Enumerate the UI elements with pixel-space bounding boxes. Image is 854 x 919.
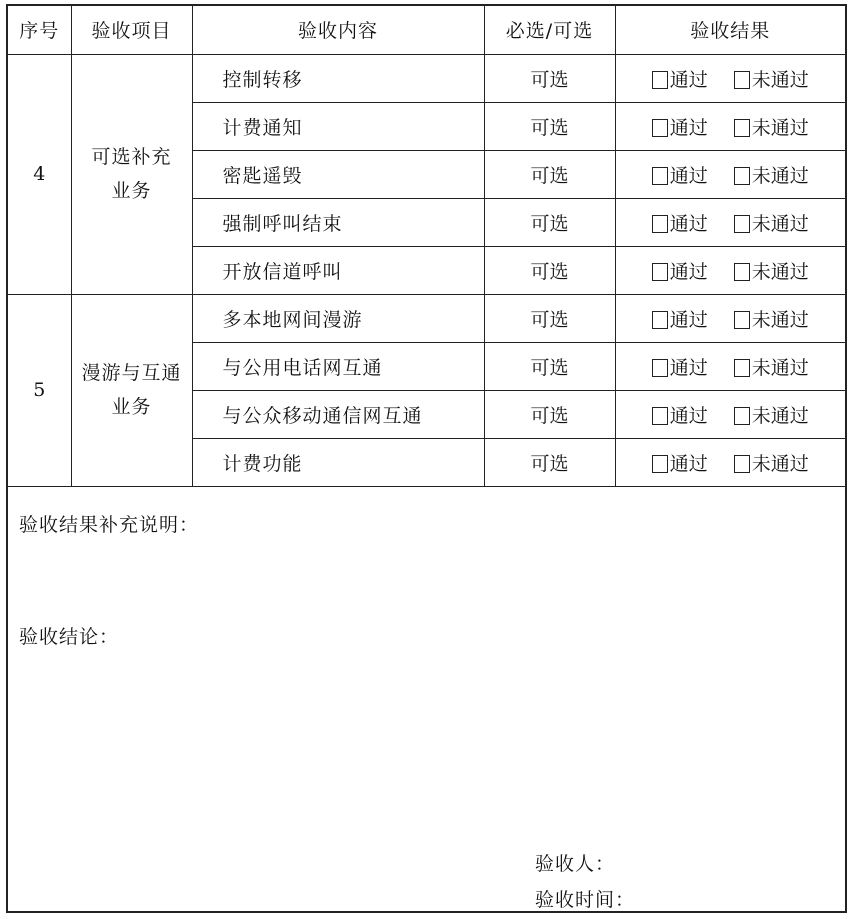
fail-option[interactable]	[734, 209, 809, 236]
pass-label: 通过	[669, 164, 708, 187]
seq-cell: 5	[8, 294, 71, 486]
pass-option[interactable]	[652, 113, 708, 140]
pass-checkbox[interactable]	[652, 455, 668, 473]
content-cell: 强制呼叫结束	[192, 198, 484, 246]
fail-option[interactable]	[734, 65, 809, 92]
header-result: 验收结果	[615, 6, 845, 54]
fail-option[interactable]	[734, 305, 809, 332]
seq-cell: 4	[8, 54, 71, 294]
inspection-time-label: 验收时间：	[535, 889, 636, 911]
fail-label: 未通过	[751, 308, 809, 331]
required-cell: 可选	[484, 438, 615, 486]
pass-checkbox[interactable]	[652, 311, 668, 329]
fail-label: 未通过	[751, 452, 809, 475]
pass-checkbox[interactable]	[652, 359, 668, 377]
required-cell: 可选	[484, 198, 615, 246]
content-cell: 控制转移	[192, 54, 484, 102]
fail-option[interactable]	[734, 449, 809, 476]
fail-option[interactable]	[734, 161, 809, 188]
result-cell	[615, 294, 845, 342]
pass-label: 通过	[669, 116, 708, 139]
inspector-label: 验收人：	[535, 853, 616, 875]
item-line: 业务	[111, 396, 152, 418]
acceptance-table	[8, 6, 845, 487]
notes-section	[8, 492, 845, 911]
content-cell: 与公众移动通信网互通	[192, 390, 484, 438]
supplement-label: 验收结果补充说明：	[19, 514, 200, 536]
pass-checkbox[interactable]	[652, 215, 668, 233]
pass-option[interactable]	[652, 257, 708, 284]
fail-label: 未通过	[751, 404, 809, 427]
result-cell	[615, 54, 845, 102]
conclusion-label: 验收结论：	[19, 626, 120, 648]
fail-label: 未通过	[751, 356, 809, 379]
result-cell	[615, 102, 845, 150]
fail-label: 未通过	[751, 68, 809, 91]
fail-checkbox[interactable]	[734, 263, 750, 281]
fail-checkbox[interactable]	[734, 407, 750, 425]
required-cell: 可选	[484, 342, 615, 390]
fail-option[interactable]	[734, 113, 809, 140]
fail-option[interactable]	[734, 401, 809, 428]
required-cell: 可选	[484, 150, 615, 198]
item-line: 漫游与互通	[81, 362, 182, 384]
table-row	[8, 294, 845, 342]
pass-label: 通过	[669, 404, 708, 427]
fail-checkbox[interactable]	[734, 215, 750, 233]
required-cell: 可选	[484, 54, 615, 102]
pass-option[interactable]	[652, 353, 708, 380]
fail-checkbox[interactable]	[734, 71, 750, 89]
header-required: 必选/可选	[484, 6, 615, 54]
acceptance-form	[6, 4, 847, 913]
header-seq: 序号	[8, 6, 71, 54]
result-cell	[615, 150, 845, 198]
fail-checkbox[interactable]	[734, 167, 750, 185]
item-cell	[71, 294, 192, 486]
required-cell: 可选	[484, 246, 615, 294]
item-cell	[71, 54, 192, 294]
item-line: 可选补充	[91, 146, 172, 168]
pass-checkbox[interactable]	[652, 407, 668, 425]
table-row	[8, 54, 845, 102]
required-cell: 可选	[484, 294, 615, 342]
result-cell	[615, 438, 845, 486]
fail-option[interactable]	[734, 257, 809, 284]
fail-checkbox[interactable]	[734, 311, 750, 329]
pass-label: 通过	[669, 452, 708, 475]
content-cell: 计费功能	[192, 438, 484, 486]
header-content: 验收内容	[192, 6, 484, 54]
content-cell: 开放信道呼叫	[192, 246, 484, 294]
content-cell: 多本地网间漫游	[192, 294, 484, 342]
fail-label: 未通过	[751, 164, 809, 187]
required-cell: 可选	[484, 102, 615, 150]
fail-checkbox[interactable]	[734, 455, 750, 473]
result-cell	[615, 198, 845, 246]
pass-option[interactable]	[652, 401, 708, 428]
fail-label: 未通过	[751, 260, 809, 283]
fail-option[interactable]	[734, 353, 809, 380]
pass-label: 通过	[669, 356, 708, 379]
pass-option[interactable]	[652, 449, 708, 476]
result-cell	[615, 246, 845, 294]
result-cell	[615, 342, 845, 390]
header-item: 验收项目	[71, 6, 192, 54]
pass-checkbox[interactable]	[652, 263, 668, 281]
pass-label: 通过	[669, 68, 708, 91]
pass-label: 通过	[669, 260, 708, 283]
pass-option[interactable]	[652, 209, 708, 236]
required-cell: 可选	[484, 390, 615, 438]
fail-checkbox[interactable]	[734, 119, 750, 137]
pass-option[interactable]	[652, 305, 708, 332]
content-cell: 与公用电话网互通	[192, 342, 484, 390]
pass-checkbox[interactable]	[652, 167, 668, 185]
pass-checkbox[interactable]	[652, 119, 668, 137]
pass-option[interactable]	[652, 65, 708, 92]
fail-label: 未通过	[751, 212, 809, 235]
pass-label: 通过	[669, 212, 708, 235]
fail-checkbox[interactable]	[734, 359, 750, 377]
result-cell	[615, 390, 845, 438]
fail-label: 未通过	[751, 116, 809, 139]
pass-checkbox[interactable]	[652, 71, 668, 89]
content-cell: 密匙遥毁	[192, 150, 484, 198]
pass-label: 通过	[669, 308, 708, 331]
item-line: 业务	[111, 180, 152, 202]
pass-option[interactable]	[652, 161, 708, 188]
header-row	[8, 6, 845, 54]
content-cell: 计费通知	[192, 102, 484, 150]
